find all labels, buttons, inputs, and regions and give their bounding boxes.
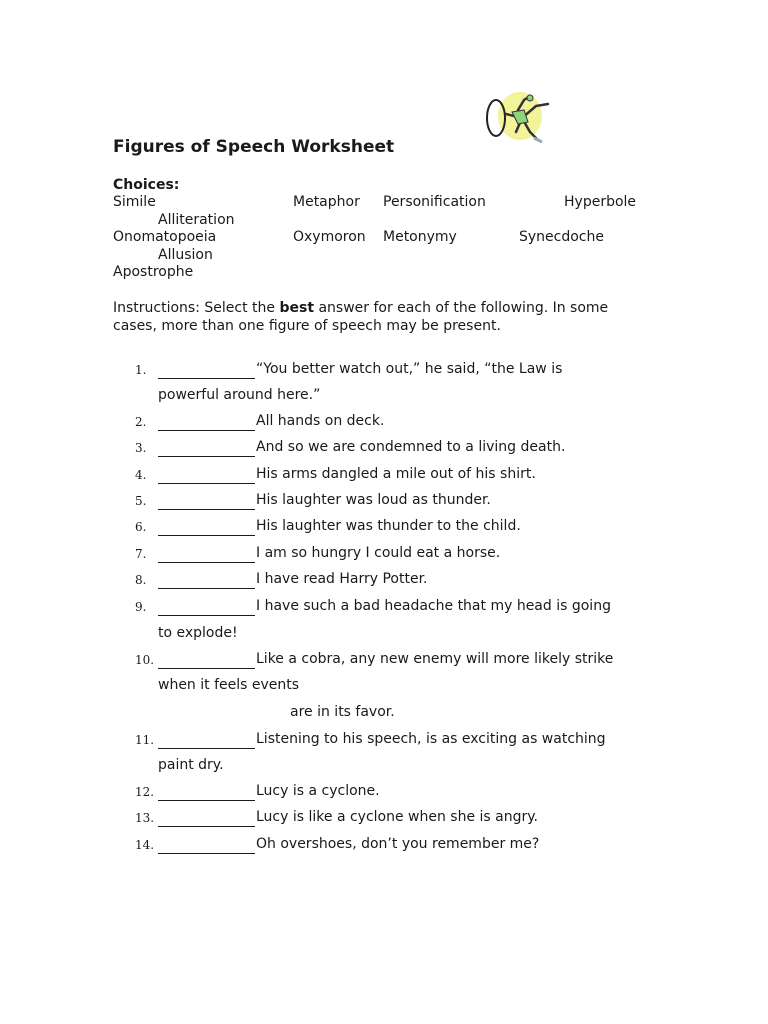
- choice-metaphor: Metaphor: [293, 194, 360, 210]
- question-text-continued: paint dry.: [158, 757, 224, 773]
- question-number: 14.: [135, 838, 155, 852]
- question-text: And so we are condemned to a living death.: [256, 439, 566, 455]
- answer-blank[interactable]: [158, 456, 255, 457]
- question-text: All hands on deck.: [256, 413, 385, 429]
- question-number: 8.: [135, 573, 147, 587]
- question-text: Lucy is like a cyclone when she is angry.: [256, 809, 539, 825]
- instructions: Instructions: Select the best answer for each of the following. In some cases, more than one figure of speech may be present.: [113, 300, 609, 334]
- question-text: Like a cobra, any new enemy will more likely strike: [256, 651, 614, 667]
- choice-onomatopoeia: Onomatopoeia: [113, 229, 217, 245]
- choice-metonymy: Metonymy: [383, 229, 457, 245]
- answer-blank[interactable]: [158, 535, 255, 536]
- question-number: 12.: [135, 785, 155, 799]
- question-text: His laughter was thunder to the child.: [256, 518, 521, 534]
- question-text-continued: when it feels events: [158, 677, 300, 693]
- choice-oxymoron: Oxymoron: [293, 229, 366, 245]
- question-text: His laughter was loud as thunder.: [256, 492, 491, 508]
- question-text-continued: powerful around here.”: [158, 387, 321, 403]
- question-number: 11.: [135, 733, 155, 747]
- answer-blank[interactable]: [158, 588, 255, 589]
- answer-blank[interactable]: [158, 509, 255, 510]
- instructions-emphasis: best: [279, 300, 315, 316]
- question-number: 4.: [135, 468, 147, 482]
- choices-label: Choices:: [113, 177, 180, 193]
- answer-blank[interactable]: [158, 826, 255, 827]
- question-number: 9.: [135, 600, 147, 614]
- question-text: His arms dangled a mile out of his shirt.: [256, 466, 536, 482]
- choice-hyperbole: Hyperbole: [564, 194, 637, 210]
- answer-blank[interactable]: [158, 483, 255, 484]
- question-number: 13.: [135, 811, 155, 825]
- dancing-figure-clipart: [478, 88, 568, 152]
- choice-simile: Simile: [113, 194, 156, 210]
- question-number: 5.: [135, 494, 147, 508]
- answer-blank[interactable]: [158, 668, 255, 669]
- answer-blank[interactable]: [158, 853, 255, 854]
- question-text: Oh overshoes, don’t you remember me?: [256, 836, 540, 852]
- answer-blank[interactable]: [158, 430, 255, 431]
- answer-blank[interactable]: [158, 800, 255, 801]
- choice-alliteration: Alliteration: [158, 212, 235, 228]
- question-number: 6.: [135, 520, 147, 534]
- choice-apostrophe: Apostrophe: [113, 264, 194, 280]
- question-number: 3.: [135, 441, 147, 455]
- worksheet-title: Figures of Speech Worksheet: [113, 137, 395, 157]
- answer-blank[interactable]: [158, 615, 255, 616]
- question-text: “You better watch out,” he said, “the Law is: [256, 361, 563, 377]
- answer-blank[interactable]: [158, 378, 255, 379]
- question-text-continued: are in its favor.: [290, 704, 395, 720]
- question-text: I am so hungry I could eat a horse.: [256, 545, 501, 561]
- question-text: I have read Harry Potter.: [256, 571, 428, 587]
- question-number: 7.: [135, 547, 147, 561]
- question-number: 2.: [135, 415, 147, 429]
- question-text: Lucy is a cyclone.: [256, 783, 380, 799]
- choice-synecdoche: Synecdoche: [519, 229, 604, 245]
- question-number: 1.: [135, 363, 147, 377]
- question-text-continued: to explode!: [158, 625, 238, 641]
- answer-blank[interactable]: [158, 562, 255, 563]
- question-number: 10.: [135, 653, 155, 667]
- question-text: Listening to his speech, is as exciting as watching: [256, 731, 606, 747]
- answer-blank[interactable]: [158, 748, 255, 749]
- choice-allusion: Allusion: [158, 247, 213, 263]
- question-text: I have such a bad headache that my head is going: [256, 598, 611, 614]
- choice-personification: Personification: [383, 194, 486, 210]
